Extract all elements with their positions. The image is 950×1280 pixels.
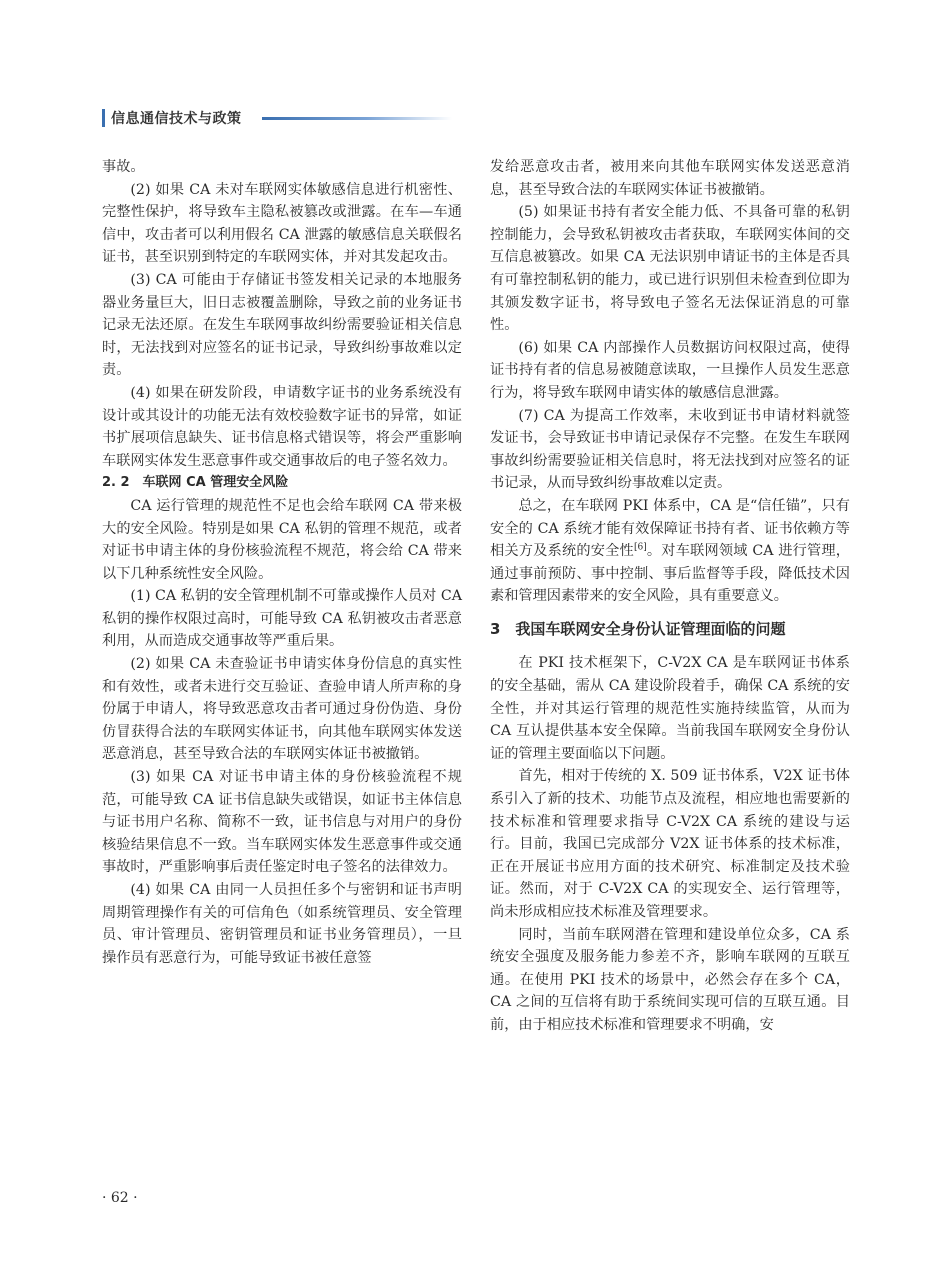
paragraph: (4) 如果在研发阶段，申请数字证书的业务系统没有设计或其设计的功能无法有效校验数字证书的异常，如证书扩展项信息缺失、证书信息格式错误等，将会严重影响车联网实体发生恶意事件或交通事故后的电子签名效力。 — [102, 384, 462, 469]
page-number: · 62 · — [102, 1190, 138, 1206]
journal-header — [102, 108, 242, 128]
paragraph: 事故。 — [102, 159, 145, 175]
paragraph: (7) CA 为提高工作效率，未收到证书申请材料就签发证书，会导致证书申请记录保存不完整。在发生车联网事故纠纷需要验证相关信息时，将无法找到对应签名的证书记录，从而导致纠纷事故难以定责。 — [490, 407, 850, 492]
header-accent-bar — [102, 109, 105, 127]
paragraph-text: 。对车联网领域 CA 进行管理，通过事前预防、事中控制、事后监督等手段，降低技术因素和管理因素带来的安全风险，具有重要意义。 — [490, 543, 850, 605]
left-column — [102, 156, 462, 969]
paragraph: (3) 如果 CA 对证书申请主体的身份核验流程不规范，可能导致 CA 证书信息缺失或错误，如证书主体信息与证书用户名称、简称不一致，证书信息与对用户的身份核验结果信息不一致。当车联网实体发生恶意事件或交通事故时，严重影响事后责任鉴定时电子签名的法律效力。 — [102, 769, 462, 876]
section-heading: 3 我国车联网安全身份认证管理面临的问题 — [490, 619, 786, 638]
paragraph-text: 总之，在车联网 PKI 体系中，CA 是“信任锚”，只有安全的 CA 系统才能有效保障证书持有者、证书依赖方等相关方及系统的安全性 — [490, 497, 850, 560]
paragraph: 首先，相对于传统的 X. 509 证书体系，V2X 证书体系引入了新的技术、功能节点及流程，相应地也需要新的技术标准和管理要求指导 C-V2X CA 系统的建设与运行。目前，我国已完成部分 V2X 证书体系的技术标准，正在开展证书应用方面的技术研究、标准制定及技术验证。然而，对于 C-V2X CA 的实现安全、运行管理等，尚未形成相应技术标准及管理要求。 — [490, 768, 850, 920]
journal-title: 信息通信技术与政策 — [111, 111, 242, 127]
paragraph: (5) 如果证书持有者安全能力低、不具备可靠的私钥控制能力，会导致私钥被攻击者获取，车联网实体间的交互信息被篡改。如果 CA 无法识别申请证书的主体是否具有可靠控制私钥的能力，或已进行识别但未检查到位即为其颁发数字证书，将导致电子签名无法保证消息的可靠性。 — [490, 204, 850, 334]
paragraph — [490, 495, 850, 608]
right-column — [490, 156, 850, 1037]
header-rule — [262, 117, 452, 120]
paragraph: (6) 如果 CA 内部操作人员数据访问权限过高，使得证书持有者的信息易被随意读取，一旦操作人员发生恶意行为，将导致车联网申请实体的敏感信息泄露。 — [490, 339, 850, 401]
paragraph: 发给恶意攻击者，被用来向其他车联网实体发送恶意消息，甚至导致合法的车联网实体证书被撤销。 — [490, 159, 850, 198]
section-heading: 2. 2 车联网 CA 管理安全风险 — [102, 475, 289, 491]
paragraph: (2) 如果 CA 未对车联网实体敏感信息进行机密性、完整性保护，将导致车主隐私被篡改或泄露。在车—车通信中，攻击者可以利用假名 CA 泄露的敏感信息关联假名证书，甚至识别到特定的车联网实体，并对其发起攻击。 — [102, 181, 462, 266]
paragraph: (4) 如果 CA 由同一人员担任多个与密钥和证书声明周期管理操作有关的可信角色（如系统管理员、安全管理员、审计管理员、密钥管理员和证书业务管理员），一旦操作员有恶意行为，可能导致证书被任意签 — [102, 882, 462, 966]
paragraph: 同时，当前车联网潜在管理和建设单位众多，CA 系统安全强度及服务能力参差不齐，影响车联网的互联互通。在使用 PKI 技术的场景中，必然会存在多个 CA，CA 之间的互信将有助于系统间实现可信的互联互通。目前，由于相应技术标准和管理要求不明确，安 — [490, 926, 850, 1033]
paragraph: (2) 如果 CA 未查验证书申请实体身份信息的真实性和有效性，或者未进行交互验证、查验申请人所声称的身份属于申请人，将导致恶意攻击者可通过身份伪造、身份仿冒获得合法的车联网实体证书，向其他车联网实体发送恶意消息，甚至导致合法的车联网实体证书被撤销。 — [102, 656, 462, 763]
citation-ref: [6] — [633, 542, 647, 553]
paragraph: (3) CA 可能由于存储证书签发相关记录的本地服务器业务量巨大，旧日志被覆盖删除，导致之前的业务证书记录无法还原。在发生车联网事故纠纷需要验证相关信息时，无法找到对应签名的证书记录，导致纠纷事故难以定责。 — [102, 271, 462, 379]
paragraph: CA 运行管理的规范性不足也会给车联网 CA 带来极大的安全风险。特别是如果 CA 私钥的管理不规范，或者对证书申请主体的身份核验流程不规范，将会给 CA 带来以下几种系统性安全风险。 — [102, 497, 462, 582]
paragraph: 在 PKI 技术框架下，C-V2X CA 是车联网证书体系的安全基础，需从 CA 建设阶段着手，确保 CA 系统的安全性，并对其运行管理的规范性实施持续监管，从而为 CA 互认提供基本安全保障。当前我国车联网安全身份认证的管理主要面临以下问题。 — [490, 655, 850, 762]
paragraph: (1) CA 私钥的安全管理机制不可靠或操作人员对 CA 私钥的操作权限过高时，可能导致 CA 私钥被攻击者恶意利用，从而造成交通事故等严重后果。 — [102, 588, 462, 650]
